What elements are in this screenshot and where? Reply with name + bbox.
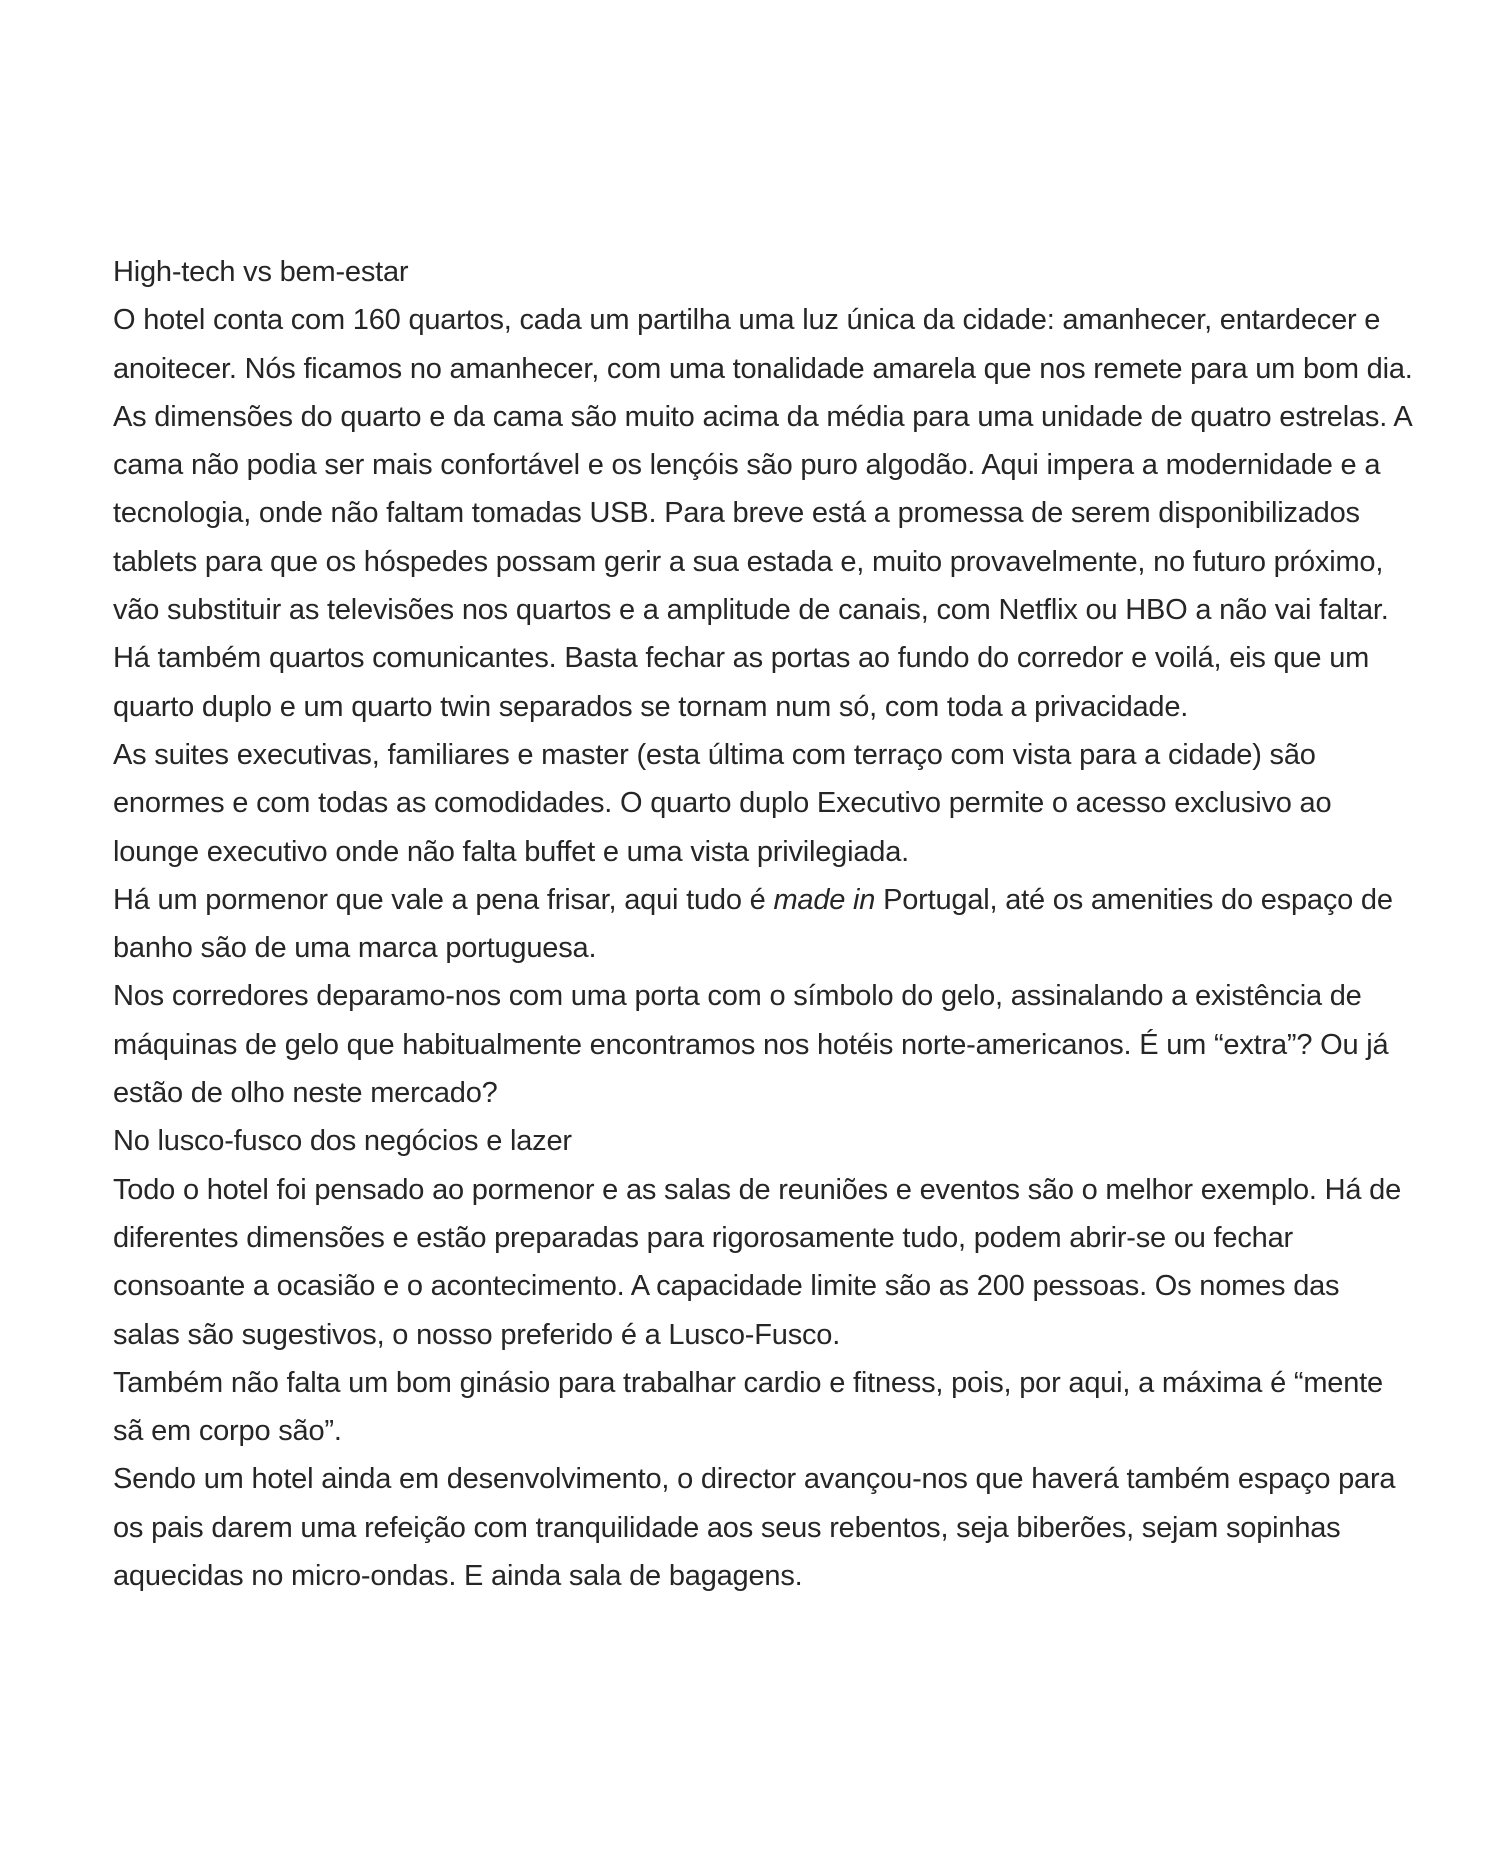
paragraph-rooms: O hotel conta com 160 quartos, cada um partilha uma luz única da cidade: amanhecer, entardecer e anoitecer. Nós ficamos no amanhecer, com uma tonalidade amarela que nos remete para um bom dia.	[113, 304, 1413, 385]
paragraph-text: Há um pormenor que vale a pena frisar, aqui tudo é	[113, 883, 774, 916]
paragraph-text: Portugal, até os amenities do espaço de banho são de uma marca portuguesa.	[113, 883, 1393, 965]
paragraph-gym: Também não falta um bom ginásio para trabalhar cardio e fitness, pois, por aqui, a máxima é “mente sã em corpo são”.	[113, 1366, 1383, 1448]
section-heading-business: No lusco-fusco dos negócios e lazer	[113, 1125, 572, 1158]
paragraph-made-in-portugal	[113, 876, 1413, 973]
paragraph-suites: As suites executivas, familiares e master (esta última com terraço com vista para a cidade) são enormes e com todas as comodidades. O quarto duplo Executivo permite o acesso exclusivo ao lounge executivo onde não falta buffet e uma vista privilegiada.	[113, 738, 1332, 868]
section-heading-high-tech: High-tech vs bem-estar	[113, 256, 409, 288]
paragraph-meeting-rooms: Todo o hotel foi pensado ao pormenor e as salas de reuniões e eventos são o melhor exemplo. Há de diferentes dimensões e estão preparadas para rigorosamente tudo, podem abrir-se ou fechar consoante a ocasião e o acontecimento. A capacidade limite são as 200 pessoas. Os nomes das salas são sugestivos, o nosso preferido é a Lusco-Fusco.	[113, 1173, 1402, 1351]
paragraph-room-dimensions: As dimensões do quarto e da cama são muito acima da média para uma unidade de quatro estrelas. A cama não podia ser mais confortável e os lençóis são puro algodão. Aqui impera a modernidade e a tecnologia, onde não faltam tomadas USB. Para breve está a promessa de serem disponibilizados tablets para que os hóspedes possam gerir a sua estada e, muito provavelmente, no futuro próximo, vão substituir as televisões nos quartos e a amplitude de canais, com Netflix ou HBO a não vai faltar.	[113, 400, 1411, 627]
paragraph-connecting-rooms: Há também quartos comunicantes. Basta fechar as portas ao fundo do corredor e voilá, eis que um quarto duplo e um quarto twin separados se tornam num só, com toda a privacidade.	[113, 642, 1370, 723]
paragraph-ice-machines: Nos corredores deparamo-nos com uma porta com o símbolo do gelo, assinalando a existência de máquinas de gelo que habitualmente encontramos nos hotéis norte-americanos. É um “extra”? Ou já estão de olho neste mercado?	[113, 980, 1389, 1110]
article-body	[113, 248, 1413, 1600]
italic-phrase: made in	[773, 883, 876, 916]
paragraph-family-services: Sendo um hotel ainda em desenvolvimento, o director avançou-nos que haverá também espaço para os pais darem uma refeição com tranquilidade aos seus rebentos, seja biberões, sejam sopinhas aquecidas no micro-ondas. E ainda sala de bagagens.	[113, 1463, 1396, 1593]
